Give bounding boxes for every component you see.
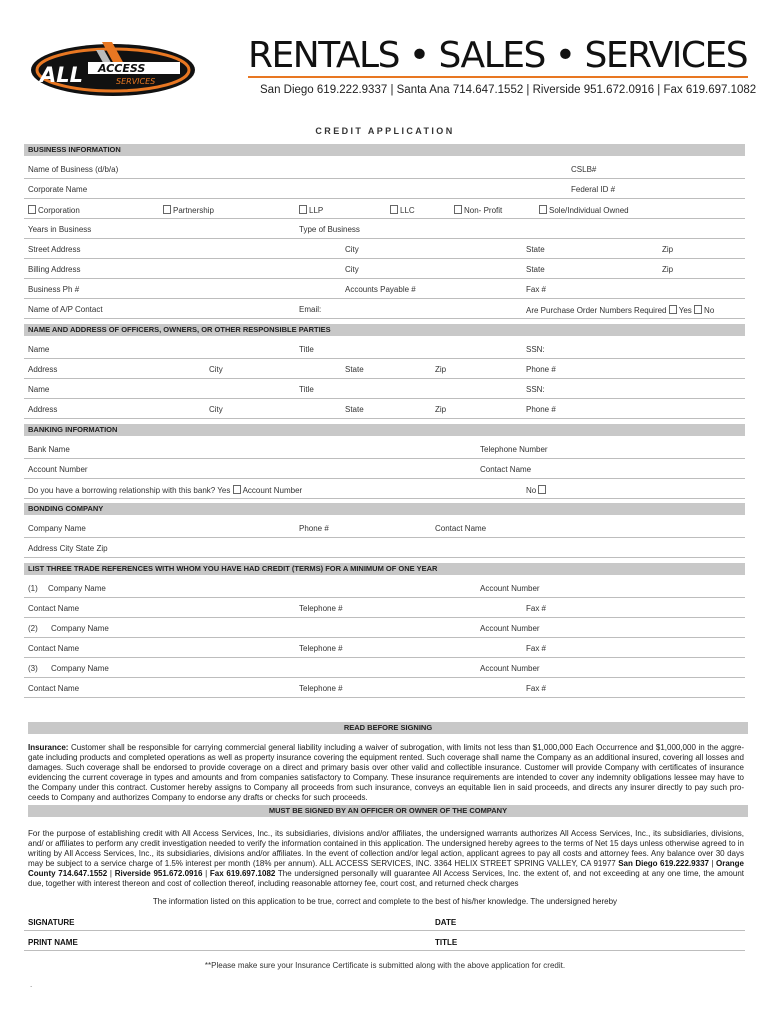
officers-heading: NAME AND ADDRESS OF OFFICERS, OWNERS, OR OTHER RESPONSIBLE PARTIES [24, 324, 745, 336]
checkbox-icon[interactable] [299, 205, 307, 214]
officer-zip-label: Zip [435, 405, 447, 414]
bonding-heading: BONDING COMPANY [24, 503, 745, 515]
print-name-label: PRINT NAME [28, 938, 78, 947]
zip-label: Zip [662, 265, 674, 274]
checkbox-icon[interactable] [454, 205, 462, 214]
logo-all-text: ALL [40, 63, 84, 87]
trade-fax-label: Fax # [526, 684, 547, 693]
trade-account-label: Account Number [480, 584, 540, 593]
insurance-label: Insurance: [28, 743, 69, 752]
trade-company-label: Company Name [51, 664, 109, 673]
corporation-option[interactable]: Corporation [28, 205, 80, 215]
row-divider [24, 418, 745, 419]
email-label: Email: [299, 305, 322, 314]
trade-ref-number: (3) [28, 664, 38, 673]
years-in-business-label: Years in Business [28, 225, 92, 234]
bonding-phone-label: Phone # [299, 524, 329, 533]
trade-account-label: Account Number [480, 624, 540, 633]
row-divider [24, 198, 745, 199]
insurance-certificate-note: **Please make sure your Insurance Certificate is submitted along with the above application for credit. [204, 961, 566, 970]
type-of-business-label: Type of Business [299, 225, 360, 234]
sole-owner-option[interactable]: Sole/Individual Owned [539, 205, 629, 215]
row-divider [24, 557, 745, 558]
row-divider [24, 218, 745, 219]
federal-id-label: Federal ID # [571, 185, 616, 194]
llc-option[interactable]: LLC [390, 205, 415, 215]
ap-contact-label: Name of A/P Contact [28, 305, 103, 314]
officer-ssn-label: SSN: [526, 385, 545, 394]
city-label: City [345, 245, 359, 254]
row-divider [24, 178, 745, 179]
officer-zip-label: Zip [435, 365, 447, 374]
must-be-signed-heading: MUST BE SIGNED BY AN OFFICER OR OWNER OF THE COMPANY [28, 805, 748, 817]
print-name-line[interactable] [24, 950, 745, 951]
footer-mark: . [30, 980, 33, 989]
insurance-text: Customer shall be responsible for carrying commercial general liability including a waiver of subrogation, with limits not less than $1,000,000 Each Occurrence and $1,000,000 in the aggre-gate including products and completed operations as well as property insurance covering the equipment rented. Such coverage shall name the Company as an additional insured, covering all losses and damages. Such coverage shall be endorsed to provide coverage on a direct and primary basis over other valid and collectible insurance. Customer will provide Company with certificates of insurance evidencing the current coverage in types and amounts and from companies satisfactory to Company. These insurance requirements are intended to cover any indemnity obligations lessee may have to the Company under this contract. Customer hereby assigns to Company all proceeds from such insurance, conveys an equitable lien in said proceeds, and directs any insurer directly to pay such pro-ceeds to Company and authorizes Company to endorse any drafts or checks for such proceeds. [28, 743, 744, 803]
borrowing-no-option[interactable]: No [526, 485, 548, 495]
banking-heading: BANKING INFORMATION [24, 424, 745, 436]
officer-city-label: City [209, 365, 223, 374]
trade-company-label: Company Name [51, 624, 109, 633]
checkbox-icon[interactable] [28, 205, 36, 214]
phone-numbers: San Diego 619.222.9337 | Santa Ana 714.647.1552 | Riverside 951.672.0916 | Fax 619.697.1082 [260, 84, 757, 96]
cslb-label: CSLB# [571, 165, 597, 174]
checkbox-icon[interactable] [233, 485, 241, 494]
fax-label: Fax # [526, 285, 547, 294]
signature-line[interactable] [24, 930, 745, 931]
checkbox-icon[interactable] [538, 485, 546, 494]
business-information-heading: BUSINESS INFORMATION [24, 144, 745, 156]
credit-application-title: CREDIT APPLICATION [315, 126, 455, 136]
officer-address-label: Address [28, 365, 58, 374]
zip-label: Zip [662, 245, 674, 254]
officer-address-label: Address [28, 405, 58, 414]
title-label: TITLE [435, 938, 458, 947]
checkbox-icon[interactable] [390, 205, 398, 214]
city-label: City [345, 265, 359, 274]
po-required-question: Are Purchase Order Numbers Required Yes No [526, 306, 715, 315]
row-divider [24, 597, 745, 598]
checkbox-icon[interactable] [539, 205, 547, 214]
officer-title-label: Title [299, 345, 314, 354]
trade-references-heading: LIST THREE TRADE REFERENCES WITH WHOM YOU HAVE HAD CREDIT (TERMS) FOR A MINIMUM OF ONE YEAR [24, 563, 745, 575]
accounts-payable-label: Accounts Payable # [345, 285, 416, 294]
trade-contact-label: Contact Name [28, 644, 80, 653]
trade-account-label: Account Number [480, 664, 540, 673]
checkbox-icon[interactable] [669, 305, 677, 314]
row-divider [24, 478, 745, 479]
officer-phone-label: Phone # [526, 365, 556, 374]
row-divider [24, 617, 745, 618]
checkbox-icon[interactable] [163, 205, 171, 214]
row-divider [24, 657, 745, 658]
bank-account-label: Account Number [28, 465, 88, 474]
corporate-name-label: Corporate Name [28, 185, 88, 194]
row-divider [24, 498, 745, 499]
trade-ref-number: (2) [28, 624, 38, 633]
logo-services-text: SERVICES [116, 77, 156, 86]
bank-name-label: Bank Name [28, 445, 70, 454]
orange-rule [248, 76, 748, 78]
trade-ref-number: (1) [28, 584, 38, 593]
trade-fax-label: Fax # [526, 644, 547, 653]
checkbox-icon[interactable] [694, 305, 702, 314]
bonding-address-label: Address City State Zip [28, 544, 108, 553]
bonding-company-label: Company Name [28, 524, 86, 533]
business-name-label: Name of Business (d/b/a) [28, 165, 119, 174]
row-divider [24, 318, 745, 319]
date-label: DATE [435, 918, 457, 927]
trade-fax-label: Fax # [526, 604, 547, 613]
llp-option[interactable]: LLP [299, 205, 323, 215]
officer-name-label: Name [28, 385, 50, 394]
row-divider [24, 537, 745, 538]
row-divider [24, 378, 745, 379]
row-divider [24, 458, 745, 459]
officer-ssn-label: SSN: [526, 345, 545, 354]
truth-statement: The information listed on this application to be true, correct and complete to the best of his/her knowledge. The undersigned hereby [152, 897, 618, 906]
row-divider [24, 697, 745, 698]
company-logo [28, 38, 198, 98]
billing-address-label: Billing Address [28, 265, 81, 274]
officer-phone-label: Phone # [526, 405, 556, 414]
signature-label: SIGNATURE [28, 918, 75, 927]
state-label: State [526, 265, 545, 274]
row-divider [24, 298, 745, 299]
insurance-paragraph [28, 743, 744, 804]
trade-telephone-label: Telephone # [299, 644, 343, 653]
row-divider [24, 358, 745, 359]
row-divider [24, 637, 745, 638]
officer-state-label: State [345, 365, 364, 374]
officer-name-label: Name [28, 345, 50, 354]
row-divider [24, 398, 745, 399]
row-divider [24, 677, 745, 678]
officer-state-label: State [345, 405, 364, 414]
row-divider [24, 258, 745, 259]
officer-title-label: Title [299, 385, 314, 394]
logo-access-text: ACCESS [98, 62, 146, 75]
state-label: State [526, 245, 545, 254]
row-divider [24, 278, 745, 279]
street-address-label: Street Address [28, 245, 81, 254]
business-phone-label: Business Ph # [28, 285, 80, 294]
non-profit-option[interactable]: Non- Profit [454, 205, 502, 215]
bank-telephone-label: Telephone Number [480, 445, 548, 454]
read-before-signing-heading: READ BEFORE SIGNING [28, 722, 748, 734]
bonding-contact-label: Contact Name [435, 524, 487, 533]
credit-terms-paragraph: For the purpose of establishing credit with All Access Services, Inc., its subsidiaries, divisions and/or affiliates, the undersigned warrants authorizes All Access Services, Inc., its subsidiaries, divisions, and/ or affiliates to perform any credit investigation needed to verify the information contained in this application. The undersigned hereby agrees to the terms of Net 15 days unless otherwise agreed to in writing by All Access Services, Inc., its subsidiaries, divisions and/or affiliates. In the event of collection and/or legal action, applicant agrees to pay all costs and attorney fees. Any balance over 30 days may be subject to a service charge of 1.5% interest per month (18% per annum). ALL ACCESS SERVICES, INC. 3364 HELIX STREET SPRING VALLEY, CA 91977 San Diego 619.222.9337 | Orange County 714.647.1552 | Riverside 951.672.0916 | Fax 619.697.1082 The undersigned personally will guarantee All Access Services, Inc. the extent of, and not exceeding at any one time, the amount due, together with interest thereon and cost of collection thereof, including reasonable attorney fee, court cost, and returned check charges [28, 829, 745, 889]
partnership-option[interactable]: Partnership [163, 205, 214, 215]
trade-contact-label: Contact Name [28, 604, 80, 613]
borrowing-question: Do you have a borrowing relationship with this bank? Yes Account Number [28, 486, 303, 495]
rentals-sales-services-banner: RENTALS • SALES • SERVICES [248, 35, 748, 76]
trade-telephone-label: Telephone # [299, 604, 343, 613]
trade-company-label: Company Name [48, 584, 106, 593]
bank-contact-label: Contact Name [480, 465, 532, 474]
row-divider [24, 238, 745, 239]
trade-telephone-label: Telephone # [299, 684, 343, 693]
officer-city-label: City [209, 405, 223, 414]
trade-contact-label: Contact Name [28, 684, 80, 693]
